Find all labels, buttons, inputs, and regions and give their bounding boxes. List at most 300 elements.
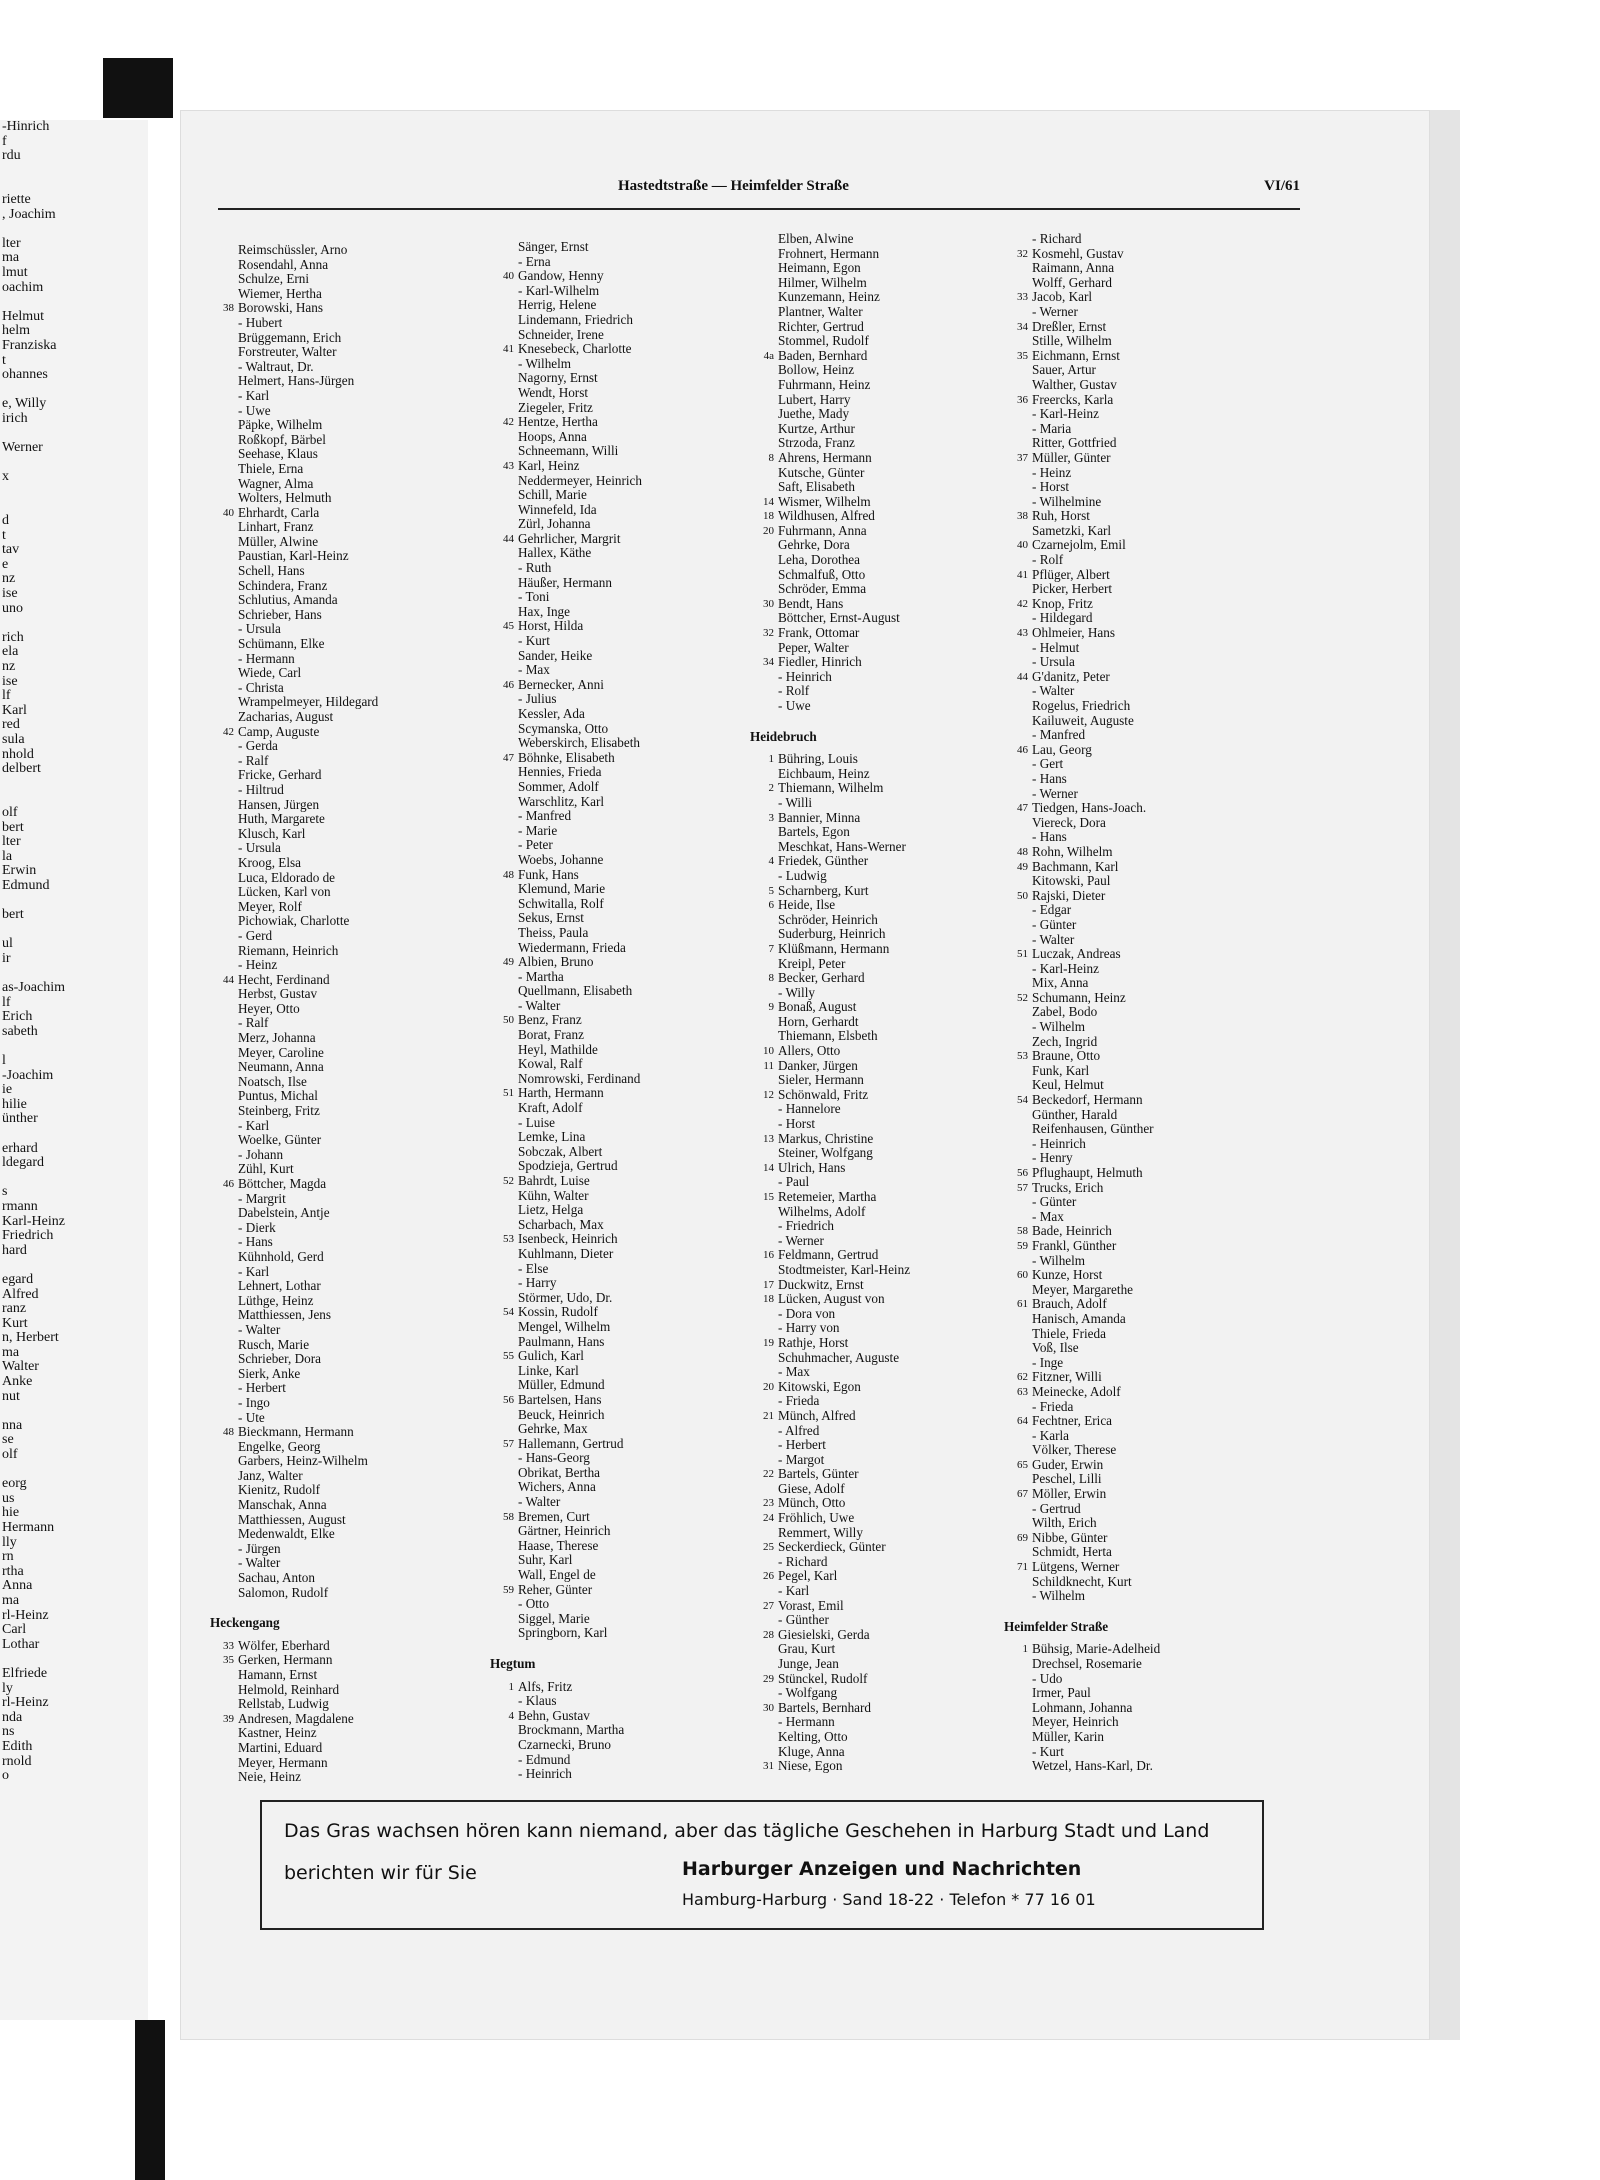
resident-entry bbox=[1004, 436, 1160, 451]
house-number bbox=[210, 1265, 238, 1280]
resident-entry bbox=[490, 1335, 642, 1350]
resident-entry bbox=[490, 1349, 642, 1364]
resident-name: Reifenhausen, Günther bbox=[1032, 1121, 1154, 1137]
resident-name: Böttcher, Magda bbox=[238, 1176, 327, 1191]
resident-name: Herbst, Gustav bbox=[238, 986, 318, 1002]
resident-name: Woelke, Günter bbox=[238, 1132, 322, 1148]
house-number bbox=[750, 568, 778, 583]
resident-entry bbox=[490, 1218, 642, 1233]
left-page-text-fragment: Erich bbox=[2, 1009, 33, 1025]
resident-entry bbox=[210, 1586, 378, 1601]
resident-entry bbox=[1004, 1745, 1160, 1760]
resident-entry bbox=[750, 752, 910, 767]
resident-entry bbox=[750, 582, 910, 597]
resident-name: - Julius bbox=[518, 691, 557, 707]
house-number bbox=[750, 378, 778, 393]
house-number bbox=[750, 1613, 778, 1628]
resident-entry bbox=[750, 1117, 910, 1132]
house-number: 13 bbox=[763, 1132, 774, 1145]
resident-entry bbox=[210, 681, 378, 696]
resident-name: Zech, Ingrid bbox=[1032, 1033, 1098, 1049]
resident-name: Linke, Karl bbox=[518, 1362, 579, 1378]
house-number bbox=[750, 261, 778, 276]
resident-name: Lücken, August von bbox=[778, 1291, 885, 1307]
resident-entry bbox=[1004, 1443, 1160, 1458]
house-number bbox=[1004, 1327, 1032, 1342]
resident-entry bbox=[210, 652, 378, 667]
resident-name: Scymanska, Otto bbox=[518, 720, 609, 736]
resident-entry bbox=[210, 579, 378, 594]
resident-entry bbox=[210, 1683, 378, 1698]
resident-name: Rathje, Horst bbox=[778, 1334, 849, 1350]
house-number: 37 bbox=[1017, 451, 1028, 464]
resident-name: Gulich, Karl bbox=[518, 1348, 584, 1364]
left-page-text-fragment: rtha bbox=[2, 1563, 24, 1579]
resident-entry bbox=[750, 1759, 910, 1774]
house-number bbox=[210, 258, 238, 273]
resident-name: Ehrhardt, Carla bbox=[238, 504, 320, 520]
resident-name: Jacob, Karl bbox=[1032, 289, 1093, 305]
house-number bbox=[490, 1568, 518, 1583]
resident-name: - Waltraut, Dr. bbox=[238, 358, 314, 374]
resident-entry bbox=[210, 1571, 378, 1586]
resident-name: Kluge, Anna bbox=[778, 1743, 845, 1759]
resident-entry bbox=[210, 1653, 378, 1668]
house-number: 53 bbox=[1017, 1050, 1028, 1063]
resident-name: Wildhusen, Alfred bbox=[778, 508, 875, 524]
resident-entry bbox=[490, 1597, 642, 1612]
resident-name: - Manfred bbox=[1032, 727, 1086, 743]
resident-name: - Günter bbox=[1032, 1194, 1077, 1210]
resident-name: Juethe, Mady bbox=[778, 406, 850, 422]
resident-name: - Jürgen bbox=[238, 1540, 281, 1556]
resident-name: - Else bbox=[518, 1260, 549, 1276]
left-page-text-fragment: rl-Heinz bbox=[2, 1695, 49, 1711]
left-page-text-fragment: ma bbox=[2, 1344, 20, 1360]
house-number bbox=[490, 1072, 518, 1087]
house-number bbox=[750, 670, 778, 685]
resident-entry bbox=[750, 1613, 910, 1628]
house-number bbox=[750, 986, 778, 1001]
resident-name: Friedek, Günther bbox=[778, 853, 869, 869]
left-page-text-fragment: bert bbox=[2, 819, 24, 835]
left-page-text-fragment: tav bbox=[2, 542, 20, 558]
house-number bbox=[1004, 1472, 1032, 1487]
resident-entry bbox=[750, 1496, 910, 1511]
resident-name: Niese, Egon bbox=[778, 1758, 843, 1774]
resident-name: Kuhlmann, Dieter bbox=[518, 1245, 614, 1261]
resident-name: Sommer, Adolf bbox=[518, 778, 599, 794]
resident-name: Steinberg, Fritz bbox=[238, 1103, 320, 1119]
resident-entry bbox=[210, 783, 378, 798]
house-number bbox=[490, 1612, 518, 1627]
resident-entry bbox=[210, 1119, 378, 1134]
resident-name: Zürl, Johanna bbox=[518, 516, 591, 532]
house-number bbox=[750, 290, 778, 305]
left-page-text-fragment: rl-Heinz bbox=[2, 1607, 49, 1623]
resident-name: - Manfred bbox=[518, 808, 572, 824]
house-number bbox=[1004, 1400, 1032, 1415]
house-number: 15 bbox=[763, 1191, 774, 1203]
resident-name: Wagner, Alma bbox=[238, 475, 314, 491]
resident-name: - Wolfgang bbox=[778, 1685, 838, 1701]
house-number bbox=[1004, 1356, 1032, 1371]
house-number bbox=[210, 987, 238, 1002]
resident-name: Manschak, Anna bbox=[238, 1497, 327, 1513]
left-page-text-fragment: ranz bbox=[2, 1301, 27, 1317]
resident-name: Voß, Ilse bbox=[1032, 1340, 1079, 1356]
resident-name: Rusch, Marie bbox=[238, 1336, 310, 1352]
resident-entry bbox=[210, 1162, 378, 1177]
left-page-text-fragment: , Joachim bbox=[2, 206, 56, 222]
house-number bbox=[210, 1338, 238, 1353]
resident-entry bbox=[490, 1276, 642, 1291]
resident-entry bbox=[1004, 1108, 1160, 1123]
resident-name: Schill, Marie bbox=[518, 487, 587, 503]
resident-entry bbox=[210, 987, 378, 1002]
resident-entry bbox=[490, 328, 642, 343]
left-page-text-fragment: Erwin bbox=[2, 863, 37, 879]
house-number bbox=[490, 999, 518, 1014]
house-number bbox=[210, 243, 238, 258]
house-number bbox=[1004, 787, 1032, 802]
house-number: 34 bbox=[1017, 320, 1028, 333]
resident-name: Bieckmann, Hermann bbox=[238, 1424, 354, 1440]
left-page-text-fragment: lmut bbox=[2, 264, 28, 280]
house-number bbox=[1004, 976, 1032, 991]
resident-entry bbox=[1004, 466, 1160, 481]
resident-name: - Wilhelm bbox=[1032, 1588, 1086, 1604]
house-number bbox=[750, 436, 778, 451]
house-number bbox=[1004, 1078, 1032, 1093]
house-number bbox=[1004, 1730, 1032, 1745]
resident-entry bbox=[1004, 1400, 1160, 1415]
left-page-text-fragment: Lothar bbox=[2, 1636, 40, 1652]
resident-entry bbox=[490, 561, 642, 576]
resident-name: Thiemann, Wilhelm bbox=[778, 780, 884, 796]
resident-entry bbox=[210, 710, 378, 725]
resident-entry bbox=[490, 765, 642, 780]
house-number bbox=[210, 1104, 238, 1119]
resident-entry bbox=[490, 1174, 642, 1189]
directory-column-3 bbox=[750, 232, 910, 1774]
resident-entry bbox=[210, 1031, 378, 1046]
house-number bbox=[750, 466, 778, 481]
resident-name: Sametzki, Karl bbox=[1032, 522, 1112, 538]
resident-entry bbox=[490, 1043, 642, 1058]
resident-entry bbox=[1004, 1020, 1160, 1035]
resident-entry bbox=[1004, 699, 1160, 714]
left-page-text-fragment: lf bbox=[2, 688, 11, 704]
resident-name: - Hiltrud bbox=[238, 781, 284, 797]
left-page-text-fragment: ie bbox=[2, 1082, 13, 1098]
house-number bbox=[750, 1321, 778, 1336]
house-number bbox=[210, 1279, 238, 1294]
left-page-text-fragment bbox=[0, 1652, 148, 1667]
resident-name: - Otto bbox=[518, 1596, 550, 1612]
resident-name: Beuck, Heinrich bbox=[518, 1406, 605, 1422]
resident-name: Stodtmeister, Karl-Heinz bbox=[778, 1261, 911, 1277]
resident-entry bbox=[210, 301, 378, 316]
resident-entry bbox=[1004, 1657, 1160, 1672]
resident-name: Bachmann, Karl bbox=[1032, 858, 1119, 874]
resident-entry bbox=[210, 243, 378, 258]
resident-name: - Max bbox=[518, 662, 550, 678]
house-number: 4 bbox=[768, 855, 774, 868]
resident-name: Winnefeld, Ida bbox=[518, 501, 597, 517]
resident-name: Peschel, Lilli bbox=[1032, 1471, 1102, 1487]
resident-name: Wölfer, Eberhard bbox=[238, 1637, 330, 1653]
house-number bbox=[210, 1294, 238, 1309]
resident-entry bbox=[1004, 1093, 1160, 1108]
resident-name: Walther, Gustav bbox=[1032, 376, 1117, 392]
page-header bbox=[218, 178, 1300, 210]
house-number: 20 bbox=[763, 524, 774, 537]
resident-entry bbox=[1004, 495, 1160, 510]
house-number bbox=[1004, 1545, 1032, 1560]
left-page-text-fragment bbox=[0, 178, 148, 193]
house-number bbox=[1004, 903, 1032, 918]
left-page-text-fragment bbox=[0, 966, 148, 981]
resident-name: - Walter bbox=[518, 1494, 561, 1510]
resident-name: Sander, Heike bbox=[518, 647, 593, 663]
resident-name: Vorast, Emil bbox=[778, 1597, 844, 1613]
resident-entry bbox=[490, 1203, 642, 1218]
resident-entry bbox=[1004, 568, 1160, 583]
house-number bbox=[750, 1146, 778, 1161]
left-page-text-fragment: erhard bbox=[2, 1140, 38, 1156]
resident-name: Gärtner, Heinrich bbox=[518, 1523, 611, 1539]
resident-name: - Dora von bbox=[778, 1305, 836, 1321]
ad-address: Hamburg-Harburg · Sand 18-22 · Telefon * 77 16 01 bbox=[682, 1890, 1096, 1909]
resident-name: Paulmann, Hans bbox=[518, 1333, 605, 1349]
left-page-text-fragment: us bbox=[2, 1490, 15, 1506]
house-number bbox=[490, 1378, 518, 1393]
resident-entry bbox=[490, 1583, 642, 1598]
house-number bbox=[1004, 524, 1032, 539]
resident-entry bbox=[490, 736, 642, 751]
house-number bbox=[490, 1723, 518, 1738]
house-number: 40 bbox=[503, 270, 514, 283]
resident-entry bbox=[750, 290, 910, 305]
house-number: 48 bbox=[503, 868, 514, 881]
house-number bbox=[490, 255, 518, 270]
resident-name: Kutsche, Günter bbox=[778, 464, 865, 480]
resident-name: Giesielski, Gerda bbox=[778, 1626, 870, 1642]
house-number bbox=[210, 1075, 238, 1090]
resident-name: - Heinrich bbox=[778, 668, 832, 684]
resident-entry bbox=[1004, 772, 1160, 787]
resident-entry bbox=[490, 751, 642, 766]
resident-name: - Ruth bbox=[518, 560, 552, 576]
house-number bbox=[750, 1015, 778, 1030]
house-number bbox=[1004, 772, 1032, 787]
resident-entry bbox=[1004, 320, 1160, 335]
house-number bbox=[210, 389, 238, 404]
house-number bbox=[490, 1218, 518, 1233]
resident-entry bbox=[210, 287, 378, 302]
house-number bbox=[750, 1365, 778, 1380]
resident-entry bbox=[210, 1741, 378, 1756]
resident-name: Leha, Dorothea bbox=[778, 552, 861, 568]
left-page-text-fragment: nz bbox=[2, 658, 16, 674]
house-number bbox=[750, 825, 778, 840]
resident-entry bbox=[750, 1015, 910, 1030]
resident-entry bbox=[1004, 743, 1160, 758]
house-number bbox=[210, 695, 238, 710]
resident-entry bbox=[490, 1553, 642, 1568]
resident-name: Bartels, Bernhard bbox=[778, 1699, 872, 1715]
street-section-heading: Heimfelder Straße bbox=[1004, 1618, 1109, 1634]
resident-name: Reher, Günter bbox=[518, 1581, 593, 1597]
house-number: 48 bbox=[223, 1426, 234, 1439]
resident-entry bbox=[750, 1059, 910, 1074]
house-number bbox=[490, 1101, 518, 1116]
house-number bbox=[210, 1683, 238, 1698]
resident-name: - Hermann bbox=[238, 650, 295, 666]
resident-name: Möller, Erwin bbox=[1032, 1486, 1107, 1502]
resident-name: Schröder, Emma bbox=[778, 581, 867, 597]
resident-entry bbox=[490, 313, 642, 328]
resident-name: Matthiessen, August bbox=[238, 1511, 346, 1527]
resident-name: Kossin, Rudolf bbox=[518, 1304, 598, 1320]
resident-entry bbox=[490, 284, 642, 299]
resident-name: Thiele, Frieda bbox=[1032, 1325, 1106, 1341]
resident-entry bbox=[210, 1046, 378, 1061]
resident-entry bbox=[1004, 1254, 1160, 1269]
resident-name: Fricke, Gerhard bbox=[238, 767, 322, 783]
house-number bbox=[750, 582, 778, 597]
house-number bbox=[490, 1276, 518, 1291]
resident-entry bbox=[750, 1482, 910, 1497]
resident-name: Sierk, Anke bbox=[238, 1365, 301, 1381]
left-page-text-fragment: sula bbox=[2, 731, 25, 747]
resident-name: Obrikat, Bertha bbox=[518, 1464, 601, 1480]
house-number bbox=[750, 422, 778, 437]
resident-name: - Gert bbox=[1032, 756, 1064, 772]
left-page-text-fragment: hie bbox=[2, 1505, 20, 1521]
left-page-text-fragment: Walter bbox=[2, 1359, 39, 1375]
house-number: 8 bbox=[768, 451, 774, 464]
resident-entry bbox=[490, 1232, 642, 1247]
house-number bbox=[750, 320, 778, 335]
resident-entry bbox=[750, 1088, 910, 1103]
resident-name: - Kurt bbox=[1032, 1743, 1064, 1759]
house-number bbox=[750, 1745, 778, 1760]
resident-entry bbox=[750, 1278, 910, 1293]
resident-name: - Rolf bbox=[1032, 552, 1064, 568]
left-page-text-fragment: ela bbox=[2, 644, 19, 660]
resident-name: - Hans bbox=[1032, 770, 1067, 786]
resident-entry bbox=[1004, 349, 1160, 364]
house-number: 35 bbox=[223, 1654, 234, 1667]
resident-name: Kunzemann, Heinz bbox=[778, 289, 880, 305]
resident-name: Böttcher, Ernst-August bbox=[778, 610, 900, 626]
house-number bbox=[750, 1117, 778, 1132]
house-number bbox=[210, 1119, 238, 1134]
resident-name: Ruh, Horst bbox=[1032, 508, 1090, 524]
house-number bbox=[490, 488, 518, 503]
house-number: 38 bbox=[1017, 510, 1028, 523]
resident-entry bbox=[750, 1438, 910, 1453]
house-number: 52 bbox=[1017, 991, 1028, 1004]
house-number bbox=[1004, 276, 1032, 291]
house-number bbox=[210, 1697, 238, 1712]
house-number bbox=[210, 1396, 238, 1411]
resident-name: - Ute bbox=[238, 1409, 265, 1425]
left-page-text-fragment bbox=[0, 791, 148, 806]
house-number: 32 bbox=[763, 627, 774, 640]
resident-name: - Willy bbox=[778, 984, 815, 1000]
resident-name: Zacharias, August bbox=[238, 709, 334, 724]
resident-entry bbox=[750, 1409, 910, 1424]
resident-entry bbox=[210, 1265, 378, 1280]
house-number bbox=[210, 287, 238, 302]
house-number bbox=[490, 328, 518, 343]
house-number bbox=[750, 276, 778, 291]
house-number bbox=[750, 538, 778, 553]
resident-entry bbox=[1004, 393, 1160, 408]
house-number bbox=[210, 652, 238, 667]
resident-entry bbox=[750, 1000, 910, 1015]
resident-entry bbox=[490, 619, 642, 634]
resident-name: - Hans bbox=[238, 1234, 273, 1250]
resident-name: Eichmann, Ernst bbox=[1032, 347, 1120, 363]
resident-name: Hecht, Ferdinand bbox=[238, 971, 330, 987]
house-number bbox=[750, 869, 778, 884]
resident-name: Kastner, Heinz bbox=[238, 1725, 317, 1741]
resident-name: Allers, Otto bbox=[778, 1043, 841, 1059]
house-number: 4a bbox=[763, 349, 774, 362]
resident-name: Münch, Otto bbox=[778, 1495, 846, 1511]
resident-name: Wiede, Carl bbox=[238, 665, 302, 681]
resident-name: Keul, Helmut bbox=[1032, 1077, 1104, 1093]
house-number bbox=[1004, 1035, 1032, 1050]
resident-entry bbox=[1004, 947, 1160, 962]
resident-entry bbox=[210, 1712, 378, 1727]
resident-entry bbox=[210, 1440, 378, 1455]
resident-entry bbox=[490, 1086, 642, 1101]
resident-entry bbox=[750, 626, 910, 641]
house-number bbox=[490, 1320, 518, 1335]
resident-entry bbox=[1004, 1239, 1160, 1254]
resident-name: Stille, Wilhelm bbox=[1032, 333, 1112, 349]
house-number bbox=[1004, 1210, 1032, 1225]
resident-entry bbox=[750, 1234, 910, 1249]
house-number bbox=[1004, 436, 1032, 451]
resident-name: - Hildegard bbox=[1032, 610, 1093, 626]
resident-entry bbox=[210, 1513, 378, 1528]
resident-name: Hamann, Ernst bbox=[238, 1667, 318, 1682]
house-number bbox=[490, 1524, 518, 1539]
house-number: 60 bbox=[1017, 1269, 1028, 1282]
left-page-text-fragment bbox=[0, 383, 148, 398]
left-page-text-fragment: lf bbox=[2, 994, 11, 1010]
resident-entry bbox=[1004, 290, 1160, 305]
resident-name: Knesebeck, Charlotte bbox=[518, 341, 632, 357]
house-number bbox=[750, 1453, 778, 1468]
resident-entry bbox=[1004, 334, 1160, 349]
house-number bbox=[490, 605, 518, 620]
house-number bbox=[490, 1422, 518, 1437]
house-number bbox=[750, 393, 778, 408]
resident-name: Seehase, Klaus bbox=[238, 446, 318, 462]
resident-entry bbox=[490, 342, 642, 357]
resident-entry bbox=[490, 605, 642, 620]
resident-entry bbox=[490, 430, 642, 445]
house-number bbox=[490, 911, 518, 926]
house-number bbox=[210, 1556, 238, 1571]
